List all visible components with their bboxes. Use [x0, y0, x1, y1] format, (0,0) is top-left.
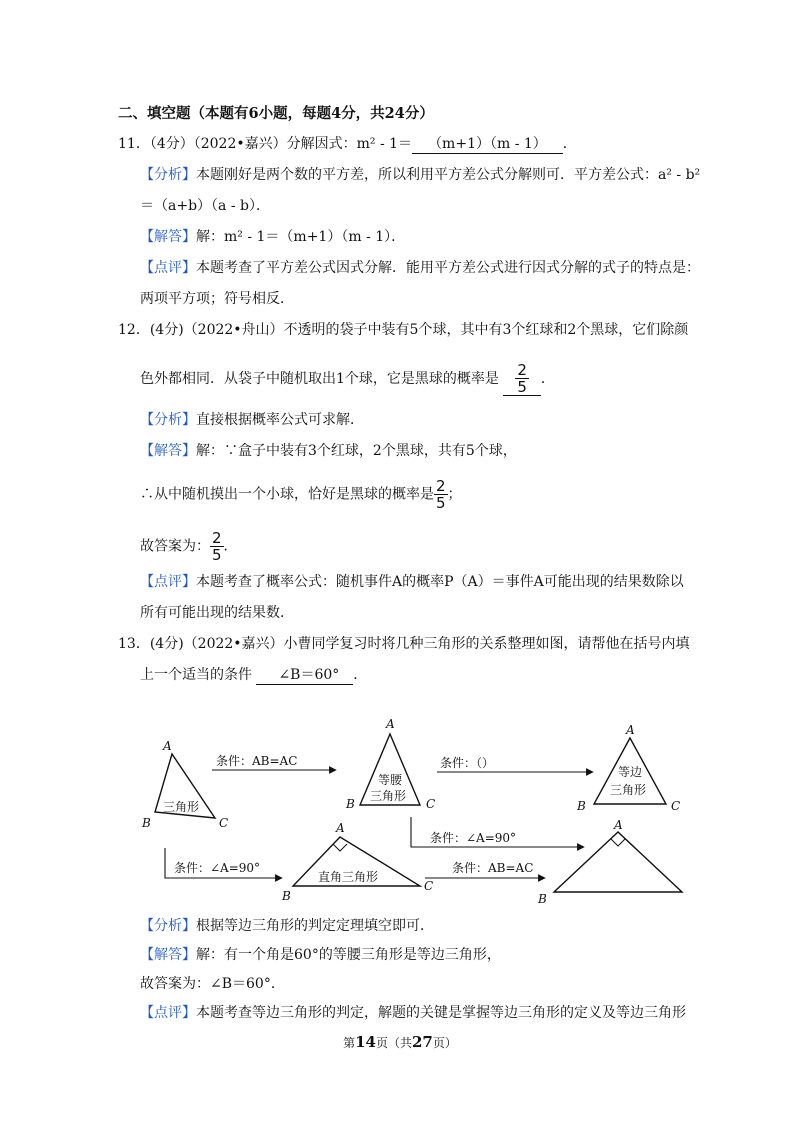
t4-vertex-a: A	[336, 821, 345, 835]
answer-tag: 【解答】	[140, 947, 196, 963]
analysis-tag: 【分析】	[140, 918, 196, 934]
answer-tag: 【解答】	[140, 443, 196, 459]
q13-solution-text-2: 故答案为：∠B＝60°．	[140, 976, 285, 992]
t5-vertex-a: A	[614, 818, 623, 832]
question-12	[118, 320, 688, 340]
q12-comment-text-2: 所有可能出现的结果数．	[140, 605, 294, 621]
q12-line-2: 色外都相同．从袋子中随机取出1个球，它是黑球的概率是 $\frac{2}{5}$ ．	[140, 361, 555, 396]
t5-vertex-b: B	[538, 892, 547, 906]
q12-solution-text-2: ∴从中随机摸出一个小球，恰好是黑球的概率是	[140, 486, 434, 503]
comment-tag: 【点评】	[140, 260, 196, 276]
q12-solution-fraction	[434, 478, 448, 511]
q11-analysis	[140, 165, 700, 185]
t4-vertex-b: B	[282, 889, 291, 903]
q11-expr: m² - 1＝	[356, 136, 413, 152]
cond-right-2: 条件：∠A=90°	[174, 861, 261, 875]
right-angle-mark-2	[611, 839, 625, 846]
footer-pre: 第	[343, 1036, 356, 1050]
t1-vertex-c: C	[219, 816, 229, 830]
q11-answer: （m+1）（m - 1）	[412, 135, 563, 154]
q12-final-text: 故答案为：	[140, 538, 210, 555]
q13-head: (4分)（2022•嘉兴）小曹同学复习时将几种三角形的关系整理如图，请帮他在括号内填	[149, 636, 690, 652]
cond-right-1: 条件：∠A=90°	[430, 831, 517, 845]
isosceles-right-triangle	[554, 832, 682, 892]
q11-comment-text-1: 本题考查了平方差公式因式分解．能用平方差公式进行因式分解的式子的特点是：	[196, 260, 700, 276]
q12-line-2-text: 色外都相同．从袋子中随机取出1个球，它是黑球的概率是	[140, 371, 499, 387]
q13-number: 13．	[118, 636, 150, 652]
t1-vertex-a: A	[163, 739, 172, 753]
q11-analysis-text-2: ＝（a+b）（a - b）．	[140, 198, 270, 214]
footer-post: 页）	[432, 1036, 457, 1050]
t4-label: 直角三角形	[318, 870, 379, 884]
q12-final: 故答案为： $\frac{2}{5}$ ．	[140, 529, 238, 564]
cond-blank: 条件：（）	[440, 756, 495, 770]
q13-line-2: 上一个适当的条件 ∠B＝60° ．	[140, 667, 368, 683]
question-11: 11．（4分）（2022•嘉兴）分解因式：m² - 1＝ （m+1）（m - 1） ．	[118, 136, 577, 152]
fraction-numerator: 2	[436, 477, 446, 495]
page-total: 27	[412, 1033, 433, 1051]
q12-final-fraction	[210, 530, 224, 563]
q12-comment	[140, 572, 684, 592]
comment-tag: 【点评】	[140, 574, 196, 590]
footer-mid: 页（共	[375, 1036, 412, 1050]
t2-vertex-c: C	[426, 797, 436, 811]
q13-solution	[140, 945, 501, 965]
t1-label: 三角形	[163, 800, 200, 814]
q11-number: 11．	[118, 136, 150, 152]
t3-label-2: 三角形	[610, 783, 647, 797]
question-13	[118, 634, 690, 654]
q12-head: (4分)（2022•舟山）不透明的袋子中装有5个球，其中有3个红球和2个黑球，它们除颜	[149, 322, 689, 338]
q12-number: 12．	[118, 322, 150, 338]
q11-comment	[140, 258, 700, 278]
q12-answer-fraction	[515, 362, 529, 395]
q13-analysis	[140, 916, 434, 936]
t3-vertex-c: C	[671, 799, 681, 813]
fraction-denominator: 5	[212, 546, 222, 564]
analysis-tag: 【分析】	[140, 412, 196, 428]
t2-vertex-b: B	[346, 797, 355, 811]
q13-comment-text-1: 本题考查等边三角形的判定，解题的关键是掌握等边三角形的定义及等边三角形	[196, 1005, 686, 1021]
q13-answer: ∠B＝60°	[256, 666, 353, 685]
t3-label-1: 等边	[618, 765, 643, 779]
page-number: 14	[355, 1033, 376, 1051]
q11-analysis-text-1: 本题刚好是两个数的平方差，所以利用平方差公式分解则可．平方差公式：a² - b²	[196, 167, 701, 183]
t3-vertex-a: A	[626, 723, 635, 737]
t2-vertex-a: A	[386, 717, 395, 731]
fraction-numerator: 2	[517, 361, 527, 379]
q11-solution	[140, 227, 405, 247]
t4-vertex-c: C	[424, 879, 434, 893]
q12-answer	[503, 362, 541, 396]
fraction-denominator: 5	[517, 378, 527, 396]
q11-comment-text-2: 两项平方项；符号相反．	[140, 291, 294, 307]
q12-analysis	[140, 410, 364, 430]
q11-solution-text: 解：m² - 1＝（m+1）（m - 1）．	[196, 229, 406, 245]
t2-label-2: 三角形	[370, 789, 407, 803]
t1-vertex-b: B	[142, 816, 151, 830]
triangle-relationship-diagram	[0, 700, 800, 915]
comment-tag: 【点评】	[140, 1005, 196, 1021]
q12-solution-text-1: 解：∵盒子中装有3个红球，2个黑球，共有5个球，	[196, 443, 517, 459]
t2-label-1: 等腰	[378, 773, 403, 787]
t3-vertex-b: B	[577, 799, 586, 813]
right-angle-mark-1	[333, 844, 347, 851]
cond-ab-ac-2: 条件：AB=AC	[452, 861, 534, 875]
q13-comment	[140, 1003, 686, 1023]
fraction-denominator: 5	[436, 494, 446, 512]
q13-solution-text-1: 解：有一个角是60°的等腰三角形是等边三角形，	[196, 947, 501, 963]
q12-analysis-text: 直接根据概率公式可求解．	[196, 412, 364, 428]
q11-head: （4分）（2022•嘉兴）分解因式：	[149, 136, 357, 152]
q13-analysis-text: 根据等边三角形的判定定理填空即可．	[196, 918, 434, 934]
fraction-numerator: 2	[212, 529, 222, 547]
cond-ab-ac-1: 条件：AB=AC	[216, 754, 298, 768]
section-title: 二、填空题（本题有6小题，每题4分，共24分）	[118, 105, 434, 122]
q12-comment-text-1: 本题考查了概率公式：随机事件A的概率P（A）＝事件A可能出现的结果数除以	[196, 574, 684, 590]
q12-solution	[140, 441, 517, 461]
answer-tag: 【解答】	[140, 229, 196, 245]
page-footer	[0, 1033, 800, 1051]
q12-solution-2: ∴从中随机摸出一个小球，恰好是黑球的概率是 $\frac{2}{5}$ ；	[140, 477, 462, 512]
analysis-tag: 【分析】	[140, 167, 196, 183]
q13-line-2-text: 上一个适当的条件	[140, 667, 252, 683]
